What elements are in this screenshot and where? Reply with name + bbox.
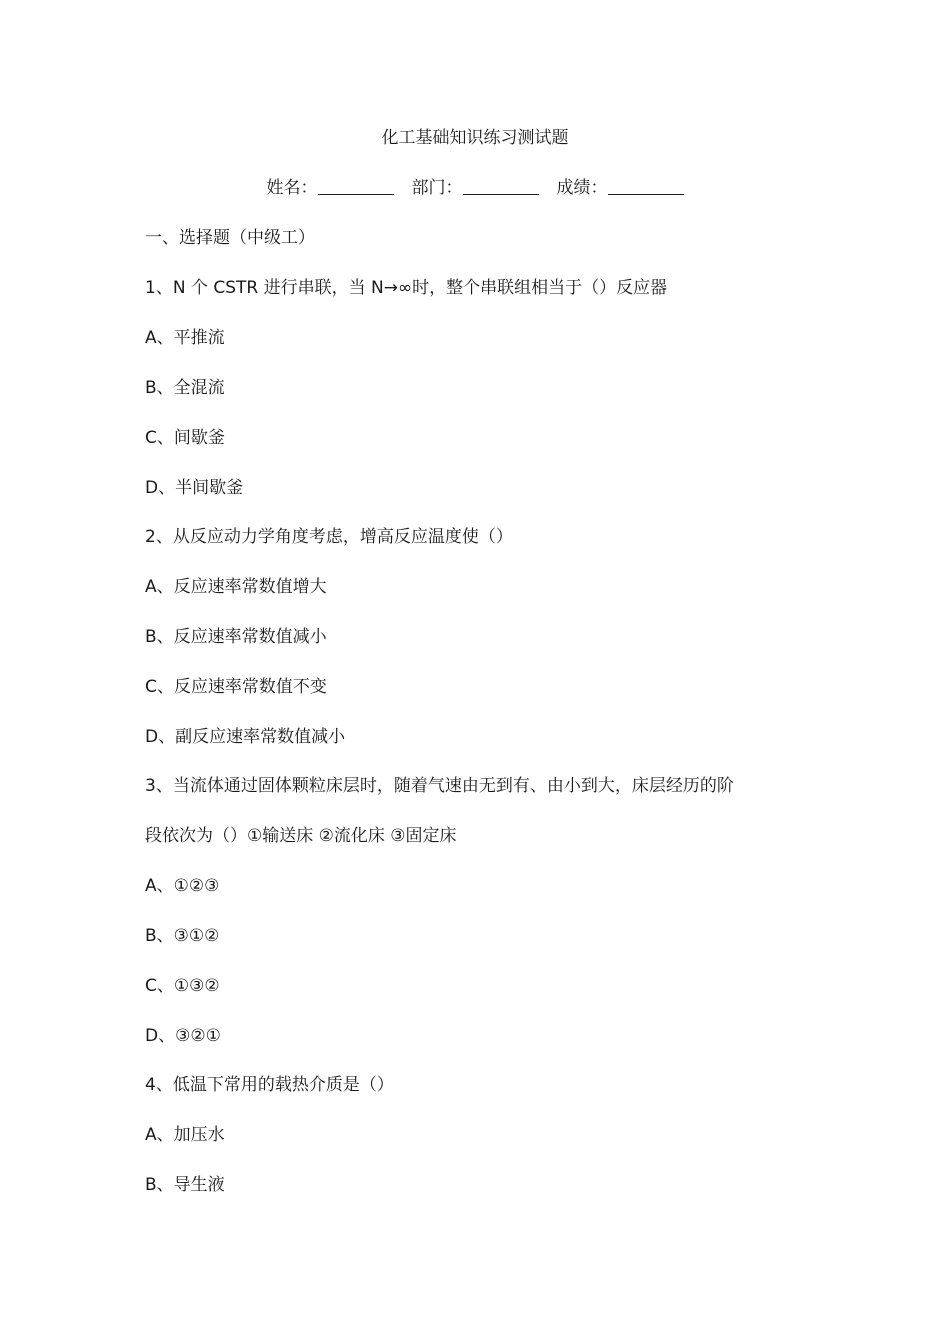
q1-option-c: C、间歇釜 xyxy=(145,428,225,448)
score-blank xyxy=(608,178,684,195)
q1-option-a: A、平推流 xyxy=(145,328,225,348)
q1-option-b: B、全混流 xyxy=(145,378,225,398)
q2-option-c: C、反应速率常数值不变 xyxy=(145,677,327,697)
question-3-line-2: 段依次为（）①输送床 ②流化床 ③固定床 xyxy=(145,826,457,846)
section-heading: 一、选择题（中级工） xyxy=(145,228,315,248)
q3-option-c: C、①③② xyxy=(145,976,220,996)
name-label: 姓名： xyxy=(266,178,318,198)
q1-option-d: D、半间歇釜 xyxy=(145,478,244,498)
question-2: 2、从反应动力学角度考虑，增高反应温度使（） xyxy=(145,527,513,547)
question-4: 4、低温下常用的载热介质是（） xyxy=(145,1075,394,1095)
question-1: 1、N 个 CSTR 进行串联，当 N→∞时，整个串联组相当于（）反应器 xyxy=(145,278,668,298)
q2-option-d: D、副反应速率常数值减小 xyxy=(145,727,346,747)
q3-option-b: B、③①② xyxy=(145,926,220,946)
document-title: 化工基础知识练习测试题 xyxy=(381,128,569,148)
name-blank xyxy=(318,178,394,195)
q4-option-a: A、加压水 xyxy=(145,1125,225,1145)
q2-option-b: B、反应速率常数值减小 xyxy=(145,627,327,647)
q3-option-d: D、③②① xyxy=(145,1026,221,1046)
question-3-line-1: 3、当流体通过固体颗粒床层时，随着气速由无到有、由小到大，床层经历的阶 xyxy=(145,776,734,796)
score-label: 成绩： xyxy=(556,178,608,198)
dept-label: 部门： xyxy=(411,178,463,198)
q2-option-a: A、反应速率常数值增大 xyxy=(145,577,327,597)
info-row xyxy=(0,176,950,200)
q3-option-a: A、①②③ xyxy=(145,876,220,896)
q4-option-b: B、导生液 xyxy=(145,1175,225,1195)
dept-blank xyxy=(463,178,539,195)
